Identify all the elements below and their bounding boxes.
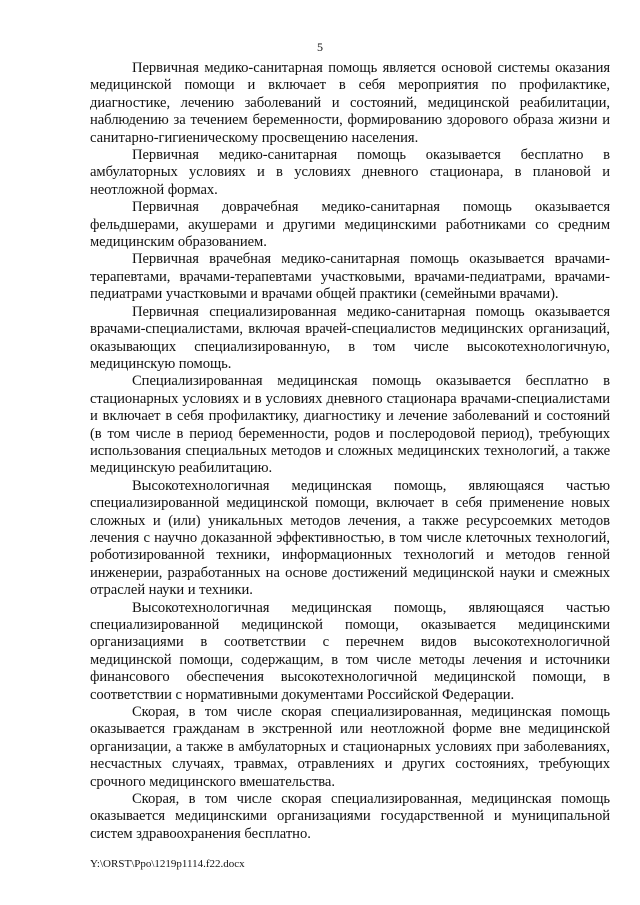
paragraph: Скорая, в том числе скорая специализированная, медицинская помощь оказывается медицинскими организациями государственной и муниципальной систем здравоохранения бесплатно. [90,791,610,842]
paragraph: Первичная доврачебная медико-санитарная помощь оказывается фельдшерами, акушерами и другими медицинскими работниками со средним медицинским образованием. [90,199,610,251]
paragraph: Первичная специализированная медико-санитарная помощь оказывается врачами-специалистами, включая врачей-специалистов медицинских организаций, оказывающих специализированную, в том числе высокотехнологичную, медицинскую помощь. [90,303,610,372]
paragraph: Высокотехнологичная медицинская помощь, являющаяся частью специализированной медицинской помощи, включает в себя применение новых сложных и (или) уникальных методов лечения, а также ресурсоемких методов лечения с научно доказанной эффективностью, в том числе клеточных технологий, роботизированной техники, информационных технологий и методов генной инженерии, разработанных на основе достижений медицинской науки и смежных отраслей науки и техники. [90,477,610,599]
page-number: 5 [317,40,323,54]
footer-file-path: Y:\ORST\Ppo\1219p1114.f22.docx [90,858,245,870]
paragraph: Скорая, в том числе скорая специализированная, медицинская помощь оказывается гражданам в экстренной или неотложной форме вне медицинской организации, а также в амбулаторных и стационарных условиях при заболеваниях, несчастных случаях, травмах, отравлениях и других состояниях, требующих срочного медицинского вмешательства. [90,704,610,790]
document-body [90,60,610,843]
paragraph: Первичная медико-санитарная помощь оказывается бесплатно в амбулаторных условиях и в условиях дневного стационара, в плановой и неотложной формах. [90,147,610,198]
paragraph: Специализированная медицинская помощь оказывается бесплатно в стационарных условиях и в условиях дневного стационара врачами-специалистами и включает в себя профилактику, диагностику и лечение заболеваний и состояний (в том числе в период беременности, родов и послеродовой период), требующих использования специальных методов и сложных медицинских технологий, а также медицинскую реабилитацию. [90,373,610,477]
paragraph: Первичная врачебная медико-санитарная помощь оказывается врачами-терапевтами, врачами-терапевтами участковыми, врачами-педиатрами, врачами-педиатрами участковыми и врачами общей практики (семейными врачами). [90,251,610,303]
paragraph: Высокотехнологичная медицинская помощь, являющаяся частью специализированной медицинской помощи, оказывается медицинскими организациями в соответствии с перечнем видов высокотехнологичной медицинской помощи, содержащим, в том числе методы лечения и источники финансового обеспечения высокотехнологичной медицинской помощи, в соответствии с нормативными документами Российской Федерации. [90,599,610,703]
paragraph: Первичная медико-санитарная помощь является основой системы оказания медицинской помощи и включает в себя мероприятия по профилактике, диагностике, лечению заболеваний и состояний, медицинской реабилитации, наблюдению за течением беременности, формированию здорового образа жизни и санитарно-гигиеническому просвещению населения. [90,60,610,146]
